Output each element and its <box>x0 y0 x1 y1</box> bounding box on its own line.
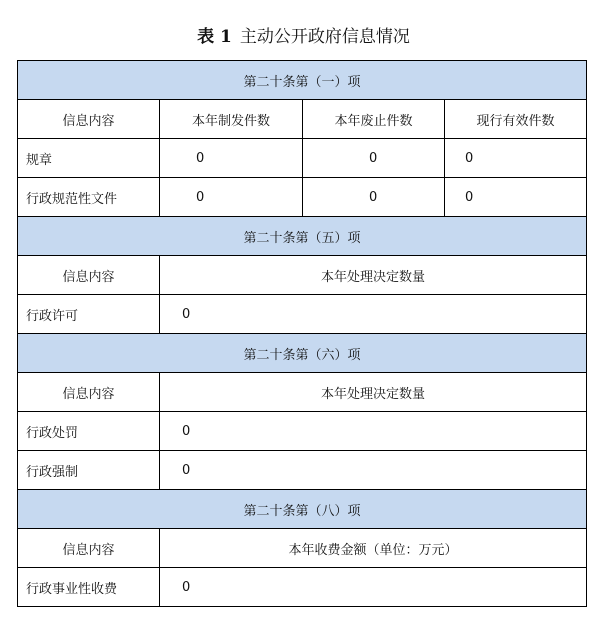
cell-value: 0 <box>160 295 587 334</box>
column-header: 本年废止件数 <box>303 100 445 139</box>
column-header: 本年收费金额（单位：万元） <box>160 529 587 568</box>
row-label: 行政处罚 <box>18 412 160 451</box>
table-row <box>18 568 587 607</box>
column-header: 本年处理决定数量 <box>160 373 587 412</box>
column-header: 信息内容 <box>18 529 160 568</box>
table-row <box>18 178 587 217</box>
cell-value: 0 <box>160 178 303 217</box>
row-label: 行政事业性收费 <box>18 568 160 607</box>
table-row <box>18 451 587 490</box>
table-number: 表 1 <box>197 27 232 47</box>
cell-value: 0 <box>303 178 445 217</box>
column-header-row <box>18 100 587 139</box>
table-row <box>18 412 587 451</box>
section-header: 第二十条第（八）项 <box>18 490 587 529</box>
section-header: 第二十条第（五）项 <box>18 217 587 256</box>
column-header: 现行有效件数 <box>445 100 587 139</box>
column-header: 本年处理决定数量 <box>160 256 587 295</box>
row-label: 行政规范性文件 <box>18 178 160 217</box>
column-header: 信息内容 <box>18 373 160 412</box>
column-header-row <box>18 373 587 412</box>
table-row <box>18 139 587 178</box>
cell-value: 0 <box>160 451 587 490</box>
column-header-row <box>18 256 587 295</box>
section-header-row <box>18 217 587 256</box>
table-row <box>18 295 587 334</box>
column-header: 信息内容 <box>18 100 160 139</box>
disclosure-table <box>17 60 587 607</box>
section-header: 第二十条第（一）项 <box>18 61 587 100</box>
cell-value: 0 <box>160 568 587 607</box>
row-label: 行政许可 <box>18 295 160 334</box>
table-title <box>0 22 607 47</box>
column-header: 本年制发件数 <box>160 100 303 139</box>
section-header: 第二十条第（六）项 <box>18 334 587 373</box>
section-header-row <box>18 334 587 373</box>
cell-value: 0 <box>303 139 445 178</box>
section-header-row <box>18 61 587 100</box>
section-header-row <box>18 490 587 529</box>
cell-value: 0 <box>445 139 587 178</box>
cell-value: 0 <box>160 139 303 178</box>
row-label: 行政强制 <box>18 451 160 490</box>
table-title-text: 主动公开政府信息情况 <box>239 27 410 47</box>
cell-value: 0 <box>445 178 587 217</box>
column-header: 信息内容 <box>18 256 160 295</box>
column-header-row <box>18 529 587 568</box>
cell-value: 0 <box>160 412 587 451</box>
row-label: 规章 <box>18 139 160 178</box>
